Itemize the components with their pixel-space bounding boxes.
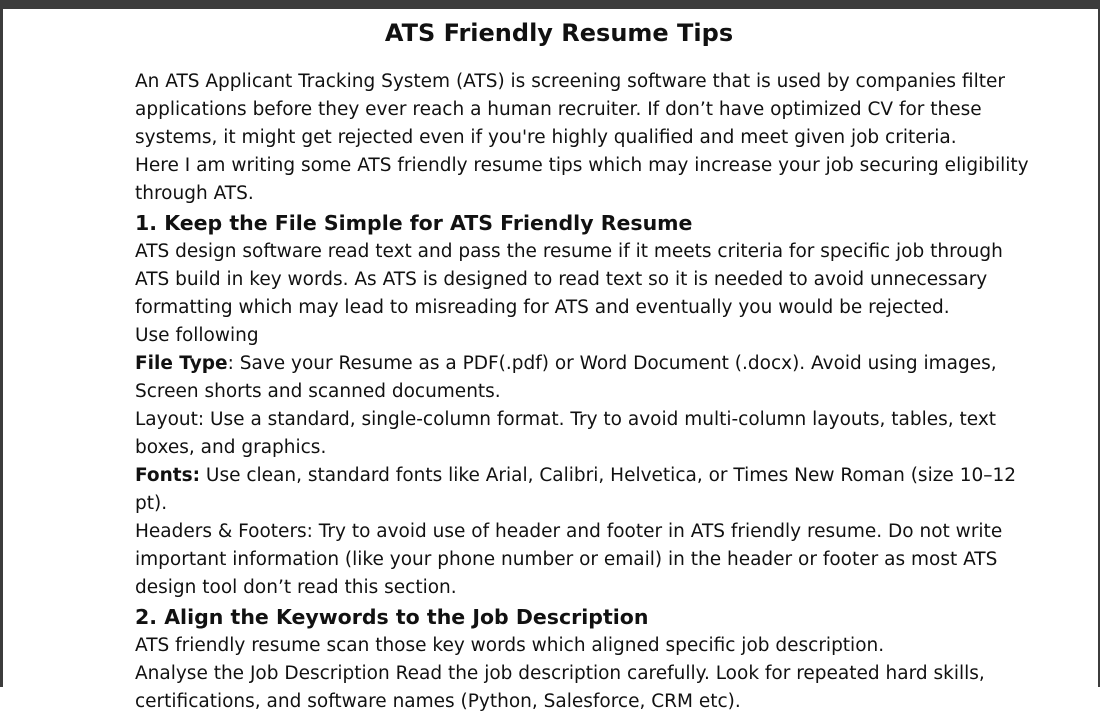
section-1-body: ATS design software read text and pass the resume if it meets criteria for specific job through ATS build in key words. As ATS is designed to read text so it is needed to avoid unnecessary formatting which may lead to misreading for ATS and eventually you would be rejected. <box>135 241 1003 318</box>
section-1-heading: 1. Keep the File Simple for ATS Friendly Resume <box>135 211 693 235</box>
section-2-heading: 2. Align the Keywords to the Job Description <box>135 605 649 629</box>
use-following-text: Use following <box>135 325 259 346</box>
file-type-text: : Save your Resume as a PDF(.pdf) or Word Document (.docx). Avoid using images, Screen shorts and scanned documents. <box>135 353 997 402</box>
analyse-paragraph: Analyse the Job Description Read the job description carefully. Look for repeated hard skills, certifications, and software names (Python, Salesforce, CRM etc). <box>135 663 985 712</box>
intro-paragraph-2: Here I am writing some ATS friendly resume tips which may increase your job securing eligibility through ATS. <box>135 155 1029 204</box>
fonts-paragraph <box>135 462 1035 518</box>
layout-paragraph: Layout: Use a standard, single-column format. Try to avoid multi-column layouts, tables, text boxes, and graphics. <box>135 409 997 458</box>
fonts-text: Use clean, standard fonts like Arial, Calibri, Helvetica, or Times New Roman (size 10–12 pt). <box>135 465 1017 514</box>
document-page <box>3 9 1098 712</box>
file-type-label: File Type <box>135 353 228 374</box>
file-type-paragraph <box>135 350 1035 406</box>
section-2-body: ATS friendly resume scan those key words which aligned specific job description. <box>135 635 885 656</box>
document-body <box>135 68 1035 716</box>
document-title: ATS Friendly Resume Tips <box>384 19 734 47</box>
fonts-label: Fonts: <box>135 465 201 486</box>
intro-paragraph: An ATS Applicant Tracking System (ATS) is screening software that is used by companies filter applications before they ever reach a human recruiter. If don’t have optimized CV for these systems, it might get rejected even if you're highly qualified and meet given job criteria. <box>135 71 1005 148</box>
headers-footers-paragraph: Headers & Footers: Try to avoid use of header and footer in ATS friendly resume. Do not write important information (like your phone number or email) in the header or footer as most ATS design tool don’t read this section. <box>135 521 1003 598</box>
window-right-edge <box>1098 9 1100 687</box>
window-top-bar <box>0 0 1100 9</box>
